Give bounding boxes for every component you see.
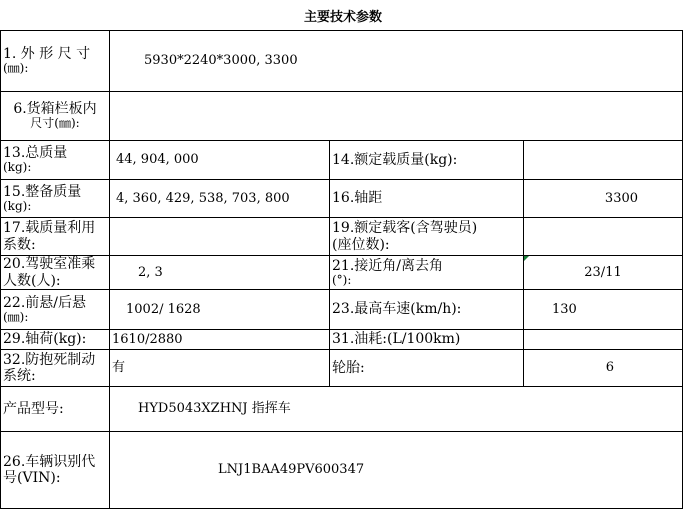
table-row — [1, 350, 683, 387]
table-row — [1, 31, 683, 92]
wheelbase-value: 3300 — [524, 180, 683, 218]
dimensions-value: 5930*2240*3000, 3300 — [110, 31, 683, 92]
table-row — [1, 330, 683, 350]
load-util-label: 17.载质量利用 系数: — [1, 218, 110, 256]
cab-capacity-label: 20.驾驶室准乘 人数(人): — [1, 256, 110, 290]
max-speed-value: 130 — [524, 290, 683, 330]
table-row — [1, 92, 683, 141]
table-row — [1, 432, 683, 509]
page-title: 主要技术参数 — [303, 9, 382, 25]
curb-mass-value: 4, 360, 429, 538, 703, 800 — [110, 180, 330, 218]
overhang-value: 1002/ 1628 — [110, 290, 330, 330]
max-speed-label: 23.最高车速(km/h): — [330, 290, 524, 330]
model-label: 产品型号: — [1, 387, 110, 432]
table-row — [1, 387, 683, 432]
curb-mass-label: 15.整备质量 (kg): — [1, 180, 110, 218]
wheelbase-label: 16.轴距 — [330, 180, 524, 218]
rated-load-label: 14.额定载质量(kg): — [330, 141, 524, 180]
fuel-label: 31.油耗:(L/100km) — [330, 330, 524, 350]
rated-load-value — [524, 141, 683, 180]
dimensions-label: 1. 外 形 尺 寸 (㎜): — [1, 31, 110, 92]
cargo-box-value — [110, 92, 683, 141]
passengers-value — [524, 218, 683, 256]
total-mass-value: 44, 904, 000 — [110, 141, 330, 180]
model-value: HYD5043XZHNJ 指挥车 — [110, 387, 683, 432]
tires-label: 轮胎: — [330, 350, 524, 387]
fuel-value — [524, 330, 683, 350]
table-row — [1, 256, 683, 290]
tires-value: 6 — [524, 350, 683, 387]
table-row — [1, 141, 683, 180]
vin-value: LNJ1BAA49PV600347 — [110, 432, 683, 509]
approach-angle-label: 21.接近角/离去角 (°): — [330, 256, 524, 290]
axle-load-value: 1610/2880 — [110, 330, 330, 350]
cargo-box-label: 6.货箱栏板内 尺寸(㎜): — [1, 92, 110, 141]
abs-label: 32.防抱死制动 系统: — [1, 350, 110, 387]
load-util-value — [110, 218, 330, 256]
spec-table — [0, 30, 683, 509]
overhang-label: 22.前悬/后悬 (㎜): — [1, 290, 110, 330]
cab-capacity-value: 2, 3 — [110, 256, 330, 290]
total-mass-label: 13.总质量 (kg): — [1, 141, 110, 180]
table-row — [1, 218, 683, 256]
passengers-label: 19.额定载客(含驾驶员) (座位数): — [330, 218, 524, 256]
table-row — [1, 180, 683, 218]
axle-load-label: 29.轴荷(kg): — [1, 330, 110, 350]
approach-angle-value: 23/11 — [524, 256, 683, 290]
vin-label: 26.车辆识别代 号(VIN): — [1, 432, 110, 509]
abs-value: 有 — [110, 350, 330, 387]
table-row — [1, 290, 683, 330]
